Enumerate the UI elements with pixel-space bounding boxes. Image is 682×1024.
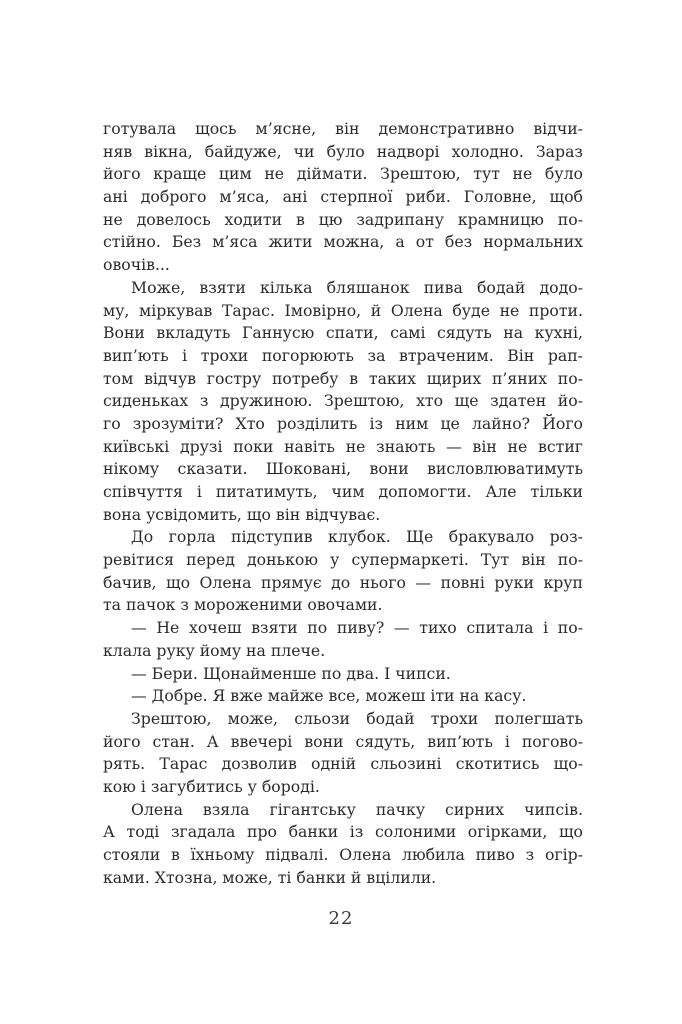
text-line: — Бери. Щонайменше по два. І чипси. bbox=[131, 663, 451, 683]
text-line: клала руку йому на плече. bbox=[103, 640, 326, 660]
text-line: го зрозуміти? Хто розділить із ним це лайно? Його bbox=[103, 413, 583, 433]
text-line: київські друзі поки навіть не знають — він не встиг bbox=[103, 436, 583, 456]
body-text bbox=[103, 118, 583, 889]
text-line: няв вікна, байдуже, чи було надворі холодно. Зараз bbox=[103, 141, 583, 161]
text-line: рять. Тарас дозволив одній сльозині скотитись що- bbox=[103, 754, 583, 774]
text-line: вип’ють і трохи погорюють за втраченим. Він рап- bbox=[103, 345, 583, 365]
text-line: Може, взяти кілька бляшанок пива бодай додо- bbox=[131, 277, 583, 297]
text-line: — Не хочеш взяти по пиву? — тихо спитала і по- bbox=[131, 618, 583, 638]
page-number: 22 bbox=[328, 908, 354, 929]
text-line: готувала щось м’ясне, він демонстративно відчи- bbox=[103, 119, 583, 138]
text-line: його стан. А ввечері вони сядуть, вип’ють і погово- bbox=[103, 731, 583, 751]
text-line: му, міркував Тарас. Імовірно, й Олена буде не проти. bbox=[103, 300, 583, 320]
text-line: А тоді згадала про банки із солоними огірками, що bbox=[103, 822, 583, 842]
text-line: Зрештою, може, сльози бодай трохи полегшать bbox=[131, 708, 583, 728]
text-line: вона усвідомить, що він відчуває. bbox=[103, 504, 381, 524]
text-line: співчуття і питатимуть, чим допомогти. Але тільки bbox=[103, 482, 583, 501]
text-line: стояли в їхньому підвалі. Олена любила пиво з огір- bbox=[103, 845, 583, 864]
text-line: Вони вкладуть Ганнусю спати, самі сядуть на кухні, bbox=[103, 323, 583, 343]
text-line: ревітися перед донькою у супермаркеті. Тут він по- bbox=[103, 550, 583, 570]
text-line: та пачок з мороженими овочами. bbox=[103, 595, 383, 615]
text-line: — Добре. Я вже майже все, можеш іти на касу. bbox=[131, 686, 527, 706]
text-line: його краще цим не діймати. Зрештою, тут не було bbox=[103, 164, 583, 184]
text-line: не довелось ходити в цю задрипану крамницю по- bbox=[103, 209, 583, 229]
text-line: До горла підступив клубок. Ще бракувало роз- bbox=[131, 527, 583, 547]
text-line: нікому сказати. Шоковані, вони висловлюватимуть bbox=[103, 459, 583, 479]
text-line: овочів... bbox=[103, 255, 170, 275]
text-line: ані доброго м’яса, ані стерпної риби. Головне, щоб bbox=[103, 187, 583, 207]
text-line: кою і загубитись у бороді. bbox=[103, 776, 320, 796]
text-line: сиденьках з дружиною. Зрештою, хто ще здатен йо- bbox=[103, 391, 583, 411]
text-line: ками. Хтозна, може, ті банки й вцілили. bbox=[103, 867, 437, 887]
text-line: стійно. Без м’яса жити можна, а от без нормальних bbox=[103, 232, 583, 252]
text-line: бачив, що Олена прямує до нього — повні руки круп bbox=[103, 572, 583, 592]
text-line: том відчув гостру потребу в таких щирих п’яних по- bbox=[103, 368, 583, 388]
text-line: Олена взяла гігантську пачку сирних чипсів. bbox=[131, 799, 583, 819]
